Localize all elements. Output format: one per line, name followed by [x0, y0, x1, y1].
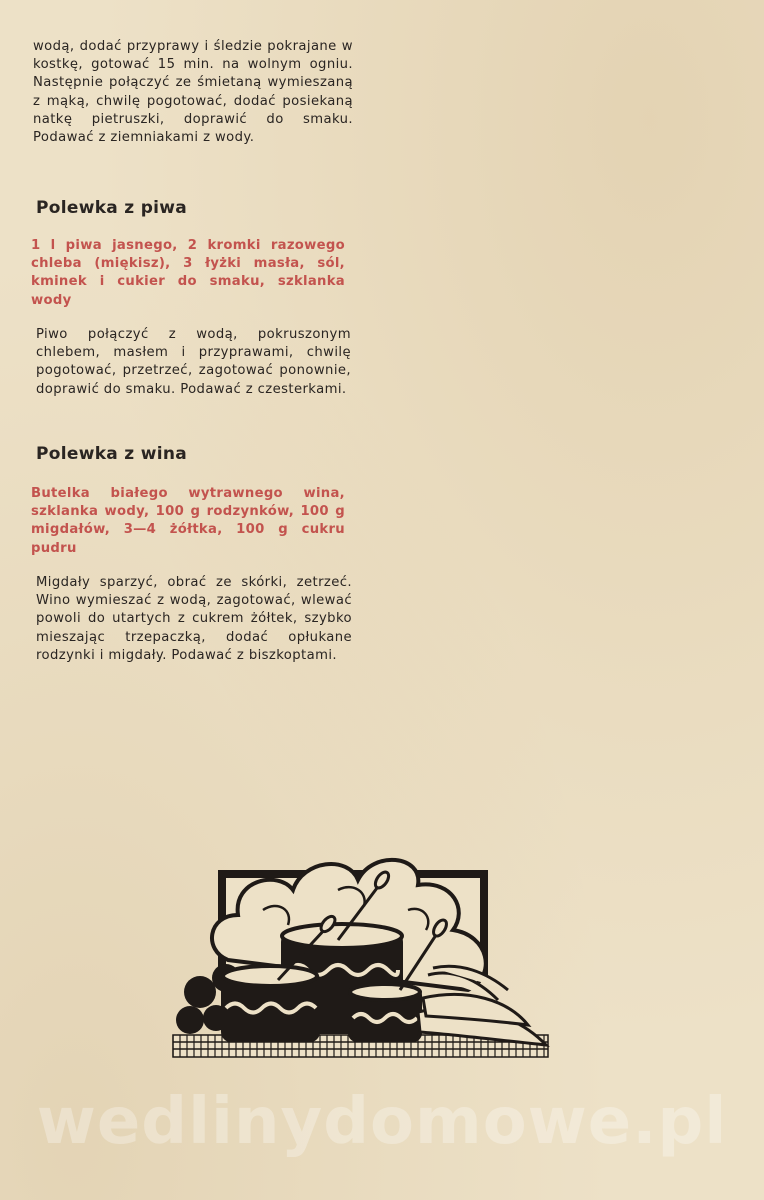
- recipe-instructions-polewka-z-piwa: Piwo połączyć z wodą, pokruszonym chlebem, masłem i przyprawami, chwilę pogotować, przetrzeć, zagotować ponownie, doprawić do smaku. Podawać z czesterkami.: [36, 327, 351, 397]
- recipe-instructions-block-2: [36, 574, 352, 665]
- intro-paragraph: wodą, dodać przyprawy i śledzie pokrajane w kostkę, gotować 15 min. na wolnym ogniu. Następnie połączyć ze śmietaną wymieszaną z mąką, chwilę pogotować, dodać posiekaną natkę pietruszki, doprawić do smaku. Podawać z ziemniakami z wody.: [33, 39, 353, 146]
- recipe-ingredients-polewka-z-piwa: 1 l piwa jasnego, 2 kromki razowego chleba (miękisz), 3 łyżki masła, sól, kminek i cukier do smaku, szklanka wody: [31, 238, 345, 308]
- intro-paragraph-block: [33, 38, 353, 147]
- recipe-title-polewka-z-wina: Polewka z wina: [36, 444, 188, 464]
- recipe-ingredients-block-2: [31, 485, 345, 558]
- watermark-text: wedlinydomowe.pl: [36, 1085, 728, 1159]
- recipe-ingredients-block-1: [31, 237, 345, 310]
- recipe-instructions-polewka-z-wina: Migdały sparzyć, obrać ze skórki, zetrzeć. Wino wymieszać z wodą, zagotować, wlewać powoli do utartych z cukrem żółtek, szybko mieszając trzepaczką, dodać opłukane rodzynki i migdały. Podawać z biszkoptami.: [36, 575, 352, 663]
- recipe-title-polewka-z-piwa: Polewka z piwa: [36, 198, 188, 218]
- recipe-instructions-block-1: [36, 326, 351, 399]
- recipe-ingredients-polewka-z-wina: Butelka białego wytrawnego wina, szklanka wody, 100 g rodzynków, 100 g migdałów, 3—4 żółtka, 100 g cukru pudru: [31, 486, 345, 556]
- cooking-pots-vegetables-illustration: [168, 840, 553, 1065]
